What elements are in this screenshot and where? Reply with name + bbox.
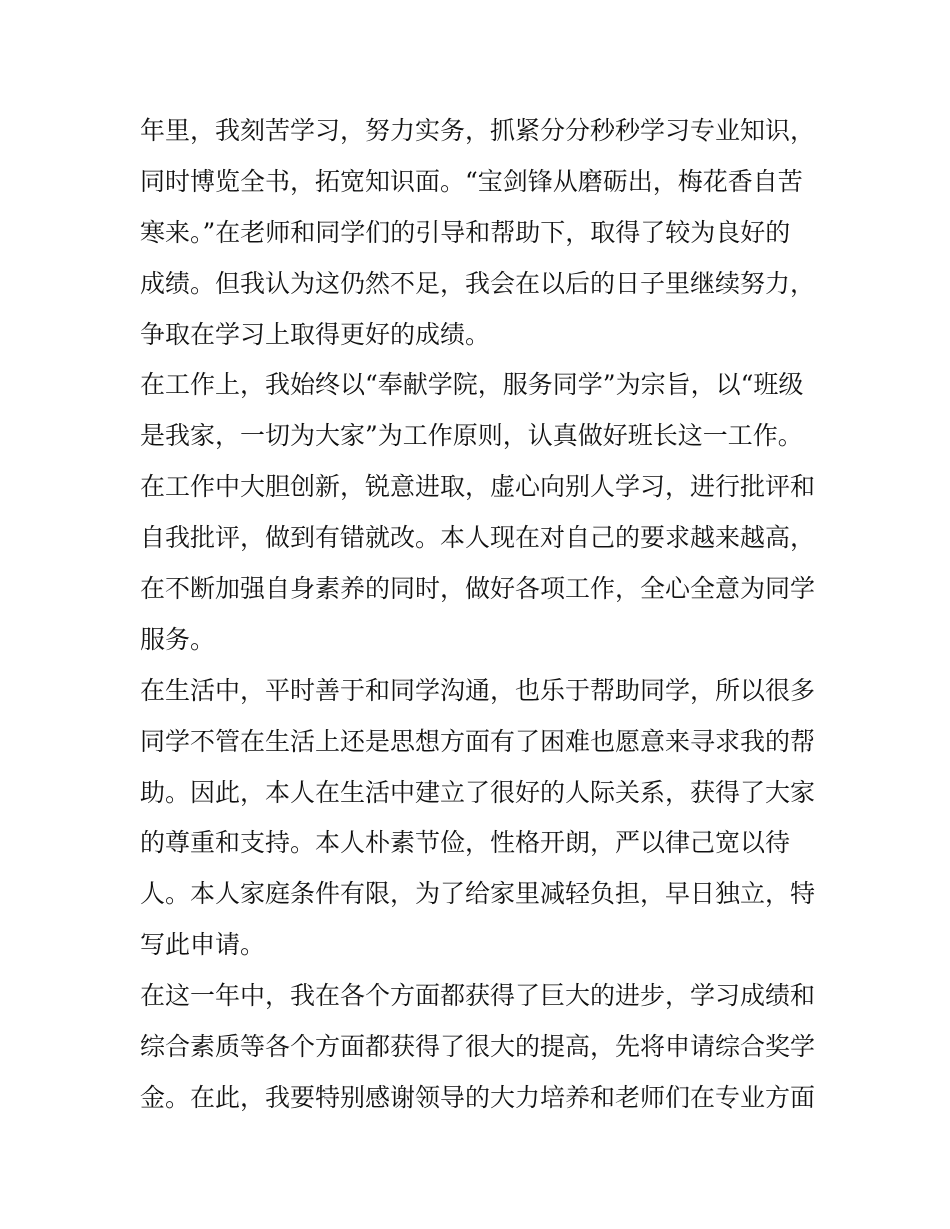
text-line: 的尊重和支持。本人朴素节俭，性格开朗，严以律己宽以待 (140, 828, 791, 858)
text-line: 金。在此，我要特别感谢领导的大力培养和老师们在专业方面 (140, 1082, 816, 1112)
text-line: 自我批评，做到有错就改。本人现在对自己的要求越来越高， (140, 523, 816, 553)
text-line: 人。本人家庭条件有限，为了给家里减轻负担，早日独立，特 (140, 879, 816, 909)
text-line: 是我家，一切为大家”为工作原则，认真做好班长这一工作。 (140, 421, 803, 451)
text-line: 在生活中，平时善于和同学沟通，也乐于帮助同学，所以很多 (140, 675, 816, 705)
text-line: 同学不管在生活上还是思想方面有了困难也愿意来寻求我的帮 (140, 726, 816, 756)
text-line: 同时博览全书，拓宽知识面。“宝剑锋从磨砺出，梅花香自苦 (140, 166, 803, 196)
text-line: 在工作中大胆创新，锐意进取，虚心向别人学习，进行批评和 (140, 472, 816, 502)
text-line: 助。因此，本人在生活中建立了很好的人际关系，获得了大家 (140, 777, 816, 807)
text-line: 在不断加强自身素养的同时，做好各项工作，全心全意为同学 (140, 574, 816, 604)
text-line: 综合素质等各个方面都获得了很大的提高，先将申请综合奖学 (140, 1032, 816, 1062)
text-line: 年里，我刻苦学习，努力实务，抓紧分分秒秒学习专业知识， (140, 116, 816, 145)
text-line: 争取在学习上取得更好的成绩。 (140, 319, 491, 349)
document-body (140, 106, 820, 1124)
text-line: 写此申请。 (140, 930, 266, 960)
text-line: 成绩。但我认为这仍然不足，我会在以后的日子里继续努力， (140, 268, 816, 298)
text-line: 在工作上，我始终以“奉献学院，服务同学”为宗旨，以“班级 (140, 370, 804, 400)
text-line: 寒来。”在老师和同学们的引导和帮助下，取得了较为良好的 (140, 217, 791, 247)
text-line: 在这一年中，我在各个方面都获得了巨大的进步，学习成绩和 (140, 981, 816, 1011)
text-line: 服务。 (140, 624, 216, 654)
